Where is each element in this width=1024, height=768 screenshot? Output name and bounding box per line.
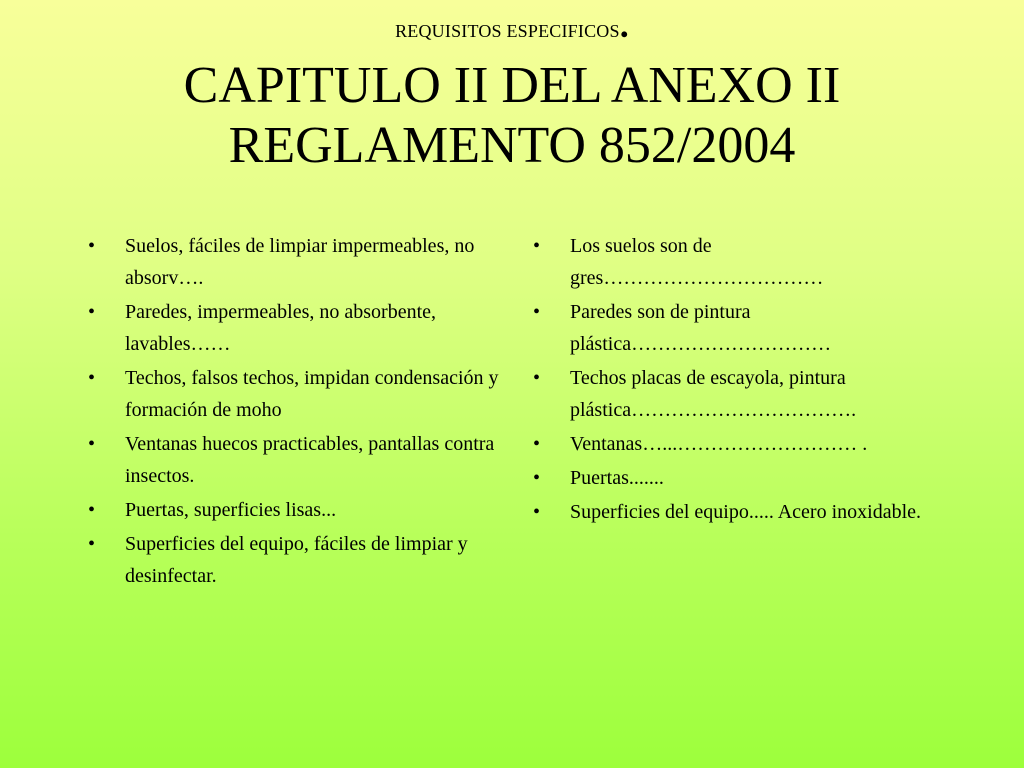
bullet-icon: •: [88, 301, 96, 323]
bullet-icon: •: [533, 367, 541, 389]
list-item: [533, 496, 943, 528]
bullet-icon: •: [533, 467, 541, 489]
subtitle-text: REQUISITOS ESPECIFICOS: [395, 21, 620, 41]
title-block: [0, 5, 1024, 176]
list-item-text: Ventanas huecos practicables, pantallas contra insectos.: [125, 433, 495, 487]
bullet-icon: •: [88, 433, 96, 455]
list-item-text: Ventanas…...……………………… .: [570, 433, 868, 455]
slide-subtitle: [0, 5, 1024, 45]
facility-status-list: [533, 230, 943, 530]
bullet-icon: •: [533, 235, 541, 257]
list-item-text: Techos, falsos techos, impidan condensación y formación de moho: [125, 367, 499, 421]
bullet-icon: •: [533, 301, 541, 323]
subtitle-dot: .: [619, 5, 629, 45]
requirements-list: [88, 230, 508, 594]
list-item: [533, 362, 943, 426]
list-item-text: Puertas, superficies lisas...: [125, 499, 337, 521]
list-item-text: Techos placas de escayola, pintura plástica…………………………….: [570, 367, 857, 421]
list-item: [88, 230, 508, 294]
list-item-text: Los suelos son de gres……………………………: [570, 235, 824, 289]
bullet-icon: •: [533, 501, 541, 523]
list-item: [88, 528, 508, 592]
list-item-text: Paredes, impermeables, no absorbente, lavables……: [125, 301, 437, 355]
list-item: [88, 428, 508, 492]
list-item: [88, 494, 508, 526]
list-item: [533, 462, 943, 494]
slide-title-line-1: CAPITULO II DEL ANEXO II: [183, 57, 841, 114]
bullet-icon: •: [533, 433, 541, 455]
bullet-icon: •: [88, 499, 96, 521]
bullet-icon: •: [88, 235, 96, 257]
slide-title-line-2: REGLAMENTO 852/2004: [228, 117, 796, 174]
list-item-text: Puertas.......: [570, 467, 664, 489]
list-item: [533, 428, 943, 460]
list-item-text: Superficies del equipo..... Acero inoxidable.: [570, 501, 922, 523]
bullet-icon: •: [88, 533, 96, 555]
list-item: [533, 230, 943, 294]
list-item-text: Superficies del equipo, fáciles de limpiar y desinfectar.: [125, 533, 468, 587]
list-item: [533, 296, 943, 360]
list-item: [88, 296, 508, 360]
list-item-text: Paredes son de pintura plástica…………………………: [570, 301, 832, 355]
bullet-icon: •: [88, 367, 96, 389]
list-item: [88, 362, 508, 426]
list-item-text: Suelos, fáciles de limpiar impermeables, no absorv….: [125, 235, 475, 289]
